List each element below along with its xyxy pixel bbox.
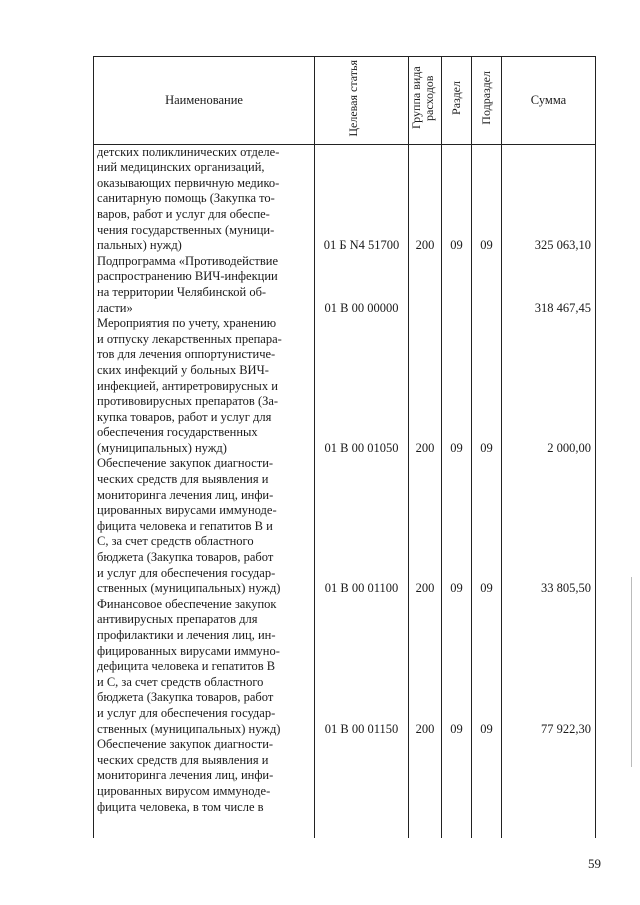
header-expense-group <box>409 57 442 145</box>
description-line: цированных вирусами иммуноде- <box>97 503 277 518</box>
section-value: 09 <box>450 721 463 736</box>
description-line: профилактики и лечения лиц, ин- <box>97 628 276 642</box>
description-line: чения государственных (муници- <box>97 222 275 237</box>
table-header-row <box>94 57 596 145</box>
description-line: антивирусных препаратов для <box>97 612 258 627</box>
appropriations-table <box>93 56 596 838</box>
description-line: варов, работ и услуг для обеспе- <box>97 206 270 221</box>
expense-group-value: 200 <box>415 238 435 253</box>
page-edge-line <box>631 577 632 767</box>
target-article-column <box>315 144 409 838</box>
description-text <box>94 145 314 816</box>
description-line: инфекцией, антиретровирусных и <box>97 378 278 393</box>
description-line: (муниципальных) нужд) <box>97 440 227 455</box>
section-column <box>442 144 472 838</box>
description-line: купка товаров, работ и услуг для <box>97 409 272 424</box>
sum-column <box>502 144 596 838</box>
description-line: на территории Челябинской об- <box>97 284 267 299</box>
description-line: ственных (муниципальных) нужд) <box>97 581 281 596</box>
description-line: детских поликлинических отделе- <box>97 144 280 159</box>
page-number: 59 <box>588 856 601 871</box>
description-line: фицита человека, в том числе в <box>97 799 264 814</box>
description-line: и услуг для обеспечения государ- <box>97 705 276 720</box>
target-article-value: 01 Б N4 51700 <box>323 238 400 253</box>
header-subsection-label: Подраздел <box>479 71 493 125</box>
sum-value: 2 000,00 <box>547 440 591 455</box>
description-line: противовирусных препаратов (За- <box>97 394 279 409</box>
section-value: 09 <box>450 440 463 455</box>
sum-value: 318 467,45 <box>534 300 591 315</box>
description-line: Финансовое обеспечение закупок <box>97 596 277 611</box>
target-article-value: 01 В 00 01100 <box>324 581 399 596</box>
target-article-value: 01 В 00 01150 <box>324 721 399 736</box>
description-line: распространению ВИЧ-инфекции <box>97 269 278 284</box>
header-name <box>94 57 315 145</box>
description-line: ний медицинских организаций, <box>97 160 265 175</box>
header-name-label: Наименование <box>165 92 243 107</box>
description-line: мониторинга лечения лиц, инфи- <box>97 768 274 783</box>
expense-group-value: 200 <box>415 721 435 736</box>
expense-group-value: 200 <box>415 440 435 455</box>
subsection-column <box>472 144 502 838</box>
description-line: оказывающих первичную медико- <box>97 175 280 190</box>
description-line: цированных вирусом иммуноде- <box>97 783 271 798</box>
description-line: и С, за счет средств областного <box>97 674 264 689</box>
description-line: ласти» <box>97 300 133 315</box>
description-line: Обеспечение закупок диагности- <box>97 737 274 752</box>
sum-value: 325 063,10 <box>534 238 591 253</box>
description-line: и услуг для обеспечения государ- <box>97 565 276 580</box>
target-article-value: 01 В 00 00000 <box>324 300 399 315</box>
table-body-row <box>94 144 596 838</box>
header-target-article-label: Целевая статья <box>345 59 360 137</box>
subsection-value: 09 <box>480 440 493 455</box>
expense-group-value: 200 <box>415 581 435 596</box>
description-line: мониторинга лечения лиц, инфи- <box>97 487 274 502</box>
sum-value: 77 922,30 <box>541 721 591 736</box>
description-line: тов для лечения оппортунистиче- <box>97 347 276 362</box>
description-line: Подпрограмма «Противодействие <box>97 253 279 268</box>
header-expense-group-label: Группа вида расходов <box>409 66 436 130</box>
description-line: С, за счет средств областного <box>97 534 254 549</box>
description-line: дефицита человека и гепатитов В <box>97 659 276 674</box>
description-line: ственных (муниципальных) нужд) <box>97 721 281 736</box>
header-section <box>442 57 472 145</box>
description-line: санитарную помощь (Закупка то- <box>97 191 275 206</box>
subsection-value: 09 <box>480 721 493 736</box>
description-line: пальных) нужд) <box>97 238 182 253</box>
description-line: ческих средств для выявления и <box>97 472 269 487</box>
subsection-value: 09 <box>480 238 493 253</box>
expense-group-column <box>409 144 442 838</box>
description-line: бюджета (Закупка товаров, работ <box>97 690 274 705</box>
description-line: и отпуску лекарственных препара- <box>97 331 282 346</box>
subsection-value: 09 <box>480 581 493 596</box>
header-sum <box>502 57 596 145</box>
description-line: Мероприятия по учету, хранению <box>97 316 277 331</box>
header-target-article <box>315 57 409 145</box>
description-line: ских инфекций у больных ВИЧ- <box>97 362 269 377</box>
header-sum-label: Сумма <box>530 92 567 107</box>
header-subsection <box>472 57 502 145</box>
description-cell <box>94 144 315 838</box>
header-section-label: Раздел <box>449 81 463 115</box>
sum-value: 33 805,50 <box>541 581 591 596</box>
section-value: 09 <box>450 581 463 596</box>
section-value: 09 <box>450 238 463 253</box>
description-line: ческих средств для выявления и <box>97 752 269 767</box>
description-line: бюджета (Закупка товаров, работ <box>97 550 274 565</box>
description-line: Обеспечение закупок диагности- <box>97 456 274 471</box>
description-line: фицированных вирусами иммуно- <box>97 643 280 658</box>
description-line: обеспечения государственных <box>97 425 258 440</box>
target-article-value: 01 В 00 01050 <box>324 440 399 455</box>
description-line: фицита человека и гепатитов В и <box>97 518 273 533</box>
